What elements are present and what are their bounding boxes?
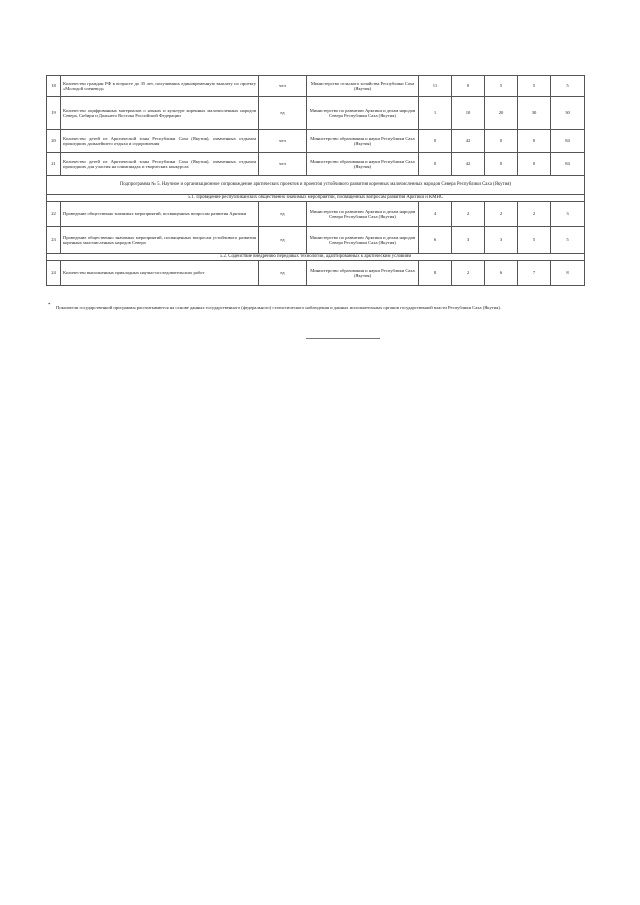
indicators-table bbox=[46, 75, 585, 286]
value-cell: 5 bbox=[518, 76, 551, 97]
footnote-text: Показатели государственной программы рассчитываются на основе данных государственного (федерального) статистического наблюдения и данных исполнительных органов государственной власти Республики Саха (Якутия). bbox=[56, 305, 502, 310]
responsible-cell: Министерство образования и науки Республики Саха (Якутия) bbox=[307, 261, 419, 286]
value-cell: 6 bbox=[419, 227, 452, 254]
responsible-cell: Министерство по развитию Арктики и делам народов Севера Республики Саха (Якутия) bbox=[307, 227, 419, 254]
value-cell: 84 bbox=[551, 130, 585, 153]
value-cell: 5 bbox=[551, 76, 585, 97]
indicator-name: Количество детей из Арктической зоны Республики Саха (Якутия), охваченных отдыхом прошедших для участия на олимпиадах и творческих конкурсах bbox=[61, 153, 259, 176]
value-cell: 8 bbox=[419, 261, 452, 286]
value-cell: 0 bbox=[452, 76, 485, 97]
unit-cell: чел bbox=[259, 76, 307, 97]
unit-cell: чел bbox=[259, 153, 307, 176]
value-cell: 0 bbox=[485, 153, 518, 176]
responsible-cell: Министерство по развитию Арктики и делам народов Севера Республики Саха (Якутия) bbox=[307, 97, 419, 130]
subprogram-title: Подпрограмма № 5. Научное и организационное сопровождение арктических проектов и проектов устойчивого развития коренных малочисленных народов Севера Республики Саха (Якутия) bbox=[47, 176, 585, 195]
indicator-name: Количество граждан РФ в возрасте до 35 лет, получивших единовременную выплату по проекту «Молодой оленевод» bbox=[61, 76, 259, 97]
indicator-name: Проведение общественно значимых мероприятий, посвященных вопросам устойчивого развития коренных малочисленных народов Севера bbox=[61, 227, 259, 254]
indicator-name: Количество оцифрованных материалов о языках и культуре коренных малочисленных народов Севера, Сибири и Дальнего Востока Российской Федерации bbox=[61, 97, 259, 130]
responsible-cell: Министерство образования и науки Республики Саха (Якутия) bbox=[307, 130, 419, 153]
table-row bbox=[47, 202, 585, 227]
unit-cell: ед bbox=[259, 261, 307, 286]
responsible-cell: Министерство сельского хозяйства Республики Саха (Якутия) bbox=[307, 76, 419, 97]
value-cell: 5 bbox=[485, 76, 518, 97]
value-cell: 10 bbox=[452, 97, 485, 130]
value-cell: 11 bbox=[419, 76, 452, 97]
value-cell: 0 bbox=[518, 130, 551, 153]
responsible-cell: Министерство по развитию Арктики и делам народов Севера Республики Саха (Якутия) bbox=[307, 202, 419, 227]
table-row bbox=[47, 130, 585, 153]
responsible-cell: Министерство образования и науки Республики Саха (Якутия) bbox=[307, 153, 419, 176]
unit-cell: ед bbox=[259, 97, 307, 130]
value-cell: 0 bbox=[419, 130, 452, 153]
value-cell: 42 bbox=[452, 130, 485, 153]
footnote-mark: * bbox=[48, 303, 51, 308]
value-cell: 2 bbox=[452, 202, 485, 227]
table-row bbox=[47, 153, 585, 176]
value-cell: 4 bbox=[419, 202, 452, 227]
row-number: 18 bbox=[47, 76, 61, 97]
separator-line bbox=[306, 338, 380, 339]
section-row bbox=[47, 254, 585, 261]
value-cell: 0 bbox=[419, 153, 452, 176]
row-number: 22 bbox=[47, 202, 61, 227]
unit-cell: ед bbox=[259, 227, 307, 254]
value-cell: 0 bbox=[518, 153, 551, 176]
value-cell: 8 bbox=[551, 261, 585, 286]
value-cell: 1 bbox=[419, 97, 452, 130]
value-cell: 84 bbox=[551, 153, 585, 176]
row-number: 23 bbox=[47, 227, 61, 254]
table-row bbox=[47, 261, 585, 286]
table-row bbox=[47, 97, 585, 130]
section-title: 5.1. Проведение республиканских общественно значимых мероприятий, посвященных вопросам развития Арктики и КМНС bbox=[47, 195, 585, 202]
table-row bbox=[47, 227, 585, 254]
row-number: 20 bbox=[47, 130, 61, 153]
indicator-name: Проведение общественно значимых мероприятий, посвященных вопросам развития Арктики bbox=[61, 202, 259, 227]
indicator-name: Количество выполненных прикладных научно-исследовательских работ bbox=[61, 261, 259, 286]
value-cell: 2 bbox=[485, 202, 518, 227]
section-title: 5.2. Содействие внедрению передовых технологий, адаптированных к арктическим условиям bbox=[47, 254, 585, 261]
value-cell: 0 bbox=[485, 130, 518, 153]
table-row bbox=[47, 76, 585, 97]
row-number: 19 bbox=[47, 97, 61, 130]
row-number: 21 bbox=[47, 153, 61, 176]
subprogram-row bbox=[47, 176, 585, 195]
value-cell: 5 bbox=[518, 227, 551, 254]
value-cell: 30 bbox=[551, 97, 585, 130]
value-cell: 7 bbox=[518, 261, 551, 286]
value-cell: 20 bbox=[485, 97, 518, 130]
value-cell: 3 bbox=[485, 227, 518, 254]
value-cell: 3 bbox=[551, 202, 585, 227]
footnote bbox=[48, 303, 586, 311]
value-cell: 5 bbox=[551, 227, 585, 254]
value-cell: 3 bbox=[452, 227, 485, 254]
unit-cell: чел bbox=[259, 130, 307, 153]
value-cell: 2 bbox=[452, 261, 485, 286]
value-cell: 2 bbox=[518, 202, 551, 227]
value-cell: 6 bbox=[485, 261, 518, 286]
section-row bbox=[47, 195, 585, 202]
row-number: 24 bbox=[47, 261, 61, 286]
value-cell: 30 bbox=[518, 97, 551, 130]
indicator-name: Количество детей из Арктической зоны Республики Саха (Якутия), охваченных отдыхом прошедших дальнейшего отдыха и оздоровления bbox=[61, 130, 259, 153]
value-cell: 42 bbox=[452, 153, 485, 176]
unit-cell: ед bbox=[259, 202, 307, 227]
